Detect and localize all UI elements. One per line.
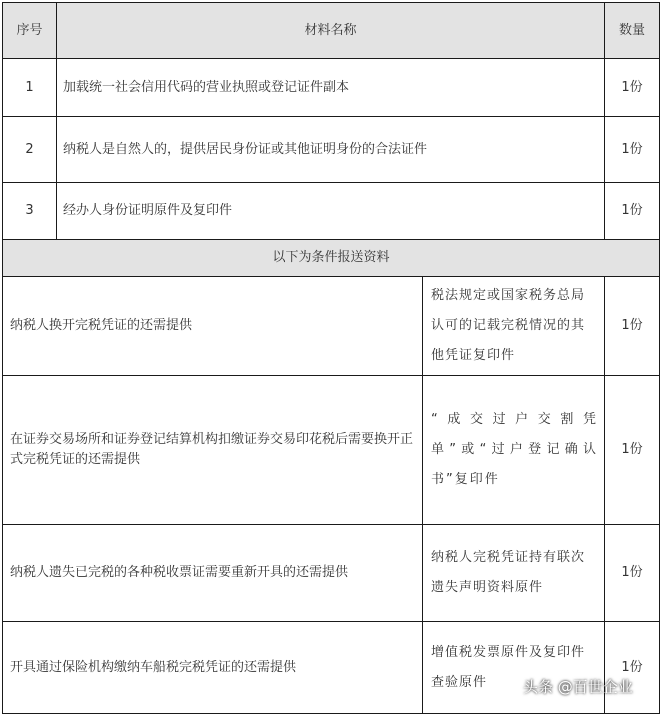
table-row bbox=[3, 277, 660, 376]
table-row bbox=[3, 59, 660, 117]
row-condition: 开具通过保险机构缴纳车船税完税凭证的还需提供 bbox=[3, 622, 423, 714]
materials-table bbox=[2, 2, 660, 714]
row-material-name: 纳税人是自然人的，提供居民身份证或其他证明身份的合法证件 bbox=[57, 117, 605, 183]
row-quantity: 1份 bbox=[605, 525, 660, 622]
row-condition: 纳税人遗失已完税的各种税收票证需要重新开具的还需提供 bbox=[3, 525, 423, 622]
row-condition-material: 增值税发票原件及复印件查验原件 bbox=[423, 622, 605, 714]
header-index: 序号 bbox=[3, 3, 57, 59]
table-row bbox=[3, 117, 660, 183]
table-row bbox=[3, 376, 660, 525]
row-condition-material: 税法规定或国家税务总局认可的记载完税情况的其他凭证复印件 bbox=[423, 277, 605, 376]
row-quantity: 1份 bbox=[605, 183, 660, 240]
table-row bbox=[3, 525, 660, 622]
row-material-name: 加载统一社会信用代码的营业执照或登记证件副本 bbox=[57, 59, 605, 117]
table-header-row bbox=[3, 3, 660, 59]
row-condition-material: “成交过户交割凭单”或“过户登记确认书”复印件 bbox=[423, 376, 605, 525]
row-quantity: 1份 bbox=[605, 622, 660, 714]
header-material: 材料名称 bbox=[57, 3, 605, 59]
row-index: 1 bbox=[3, 59, 57, 117]
row-quantity: 1份 bbox=[605, 59, 660, 117]
table-row bbox=[3, 622, 660, 714]
row-quantity: 1份 bbox=[605, 376, 660, 525]
row-index: 2 bbox=[3, 117, 57, 183]
section-title: 以下为条件报送资料 bbox=[3, 240, 660, 277]
table-row bbox=[3, 183, 660, 240]
row-material-name: 经办人身份证明原件及复印件 bbox=[57, 183, 605, 240]
row-condition-material: 纳税人完税凭证持有联次遗失声明资料原件 bbox=[423, 525, 605, 622]
header-quantity: 数量 bbox=[605, 3, 660, 59]
row-condition: 纳税人换开完税凭证的还需提供 bbox=[3, 277, 423, 376]
row-condition: 在证券交易场所和证券登记结算机构扣缴证券交易印花税后需要换开正式完税凭证的还需提供 bbox=[3, 376, 423, 525]
watermark: 头条 @百世企业 bbox=[523, 678, 633, 696]
row-quantity: 1份 bbox=[605, 117, 660, 183]
row-index: 3 bbox=[3, 183, 57, 240]
row-quantity: 1份 bbox=[605, 277, 660, 376]
section-header-row bbox=[3, 240, 660, 277]
